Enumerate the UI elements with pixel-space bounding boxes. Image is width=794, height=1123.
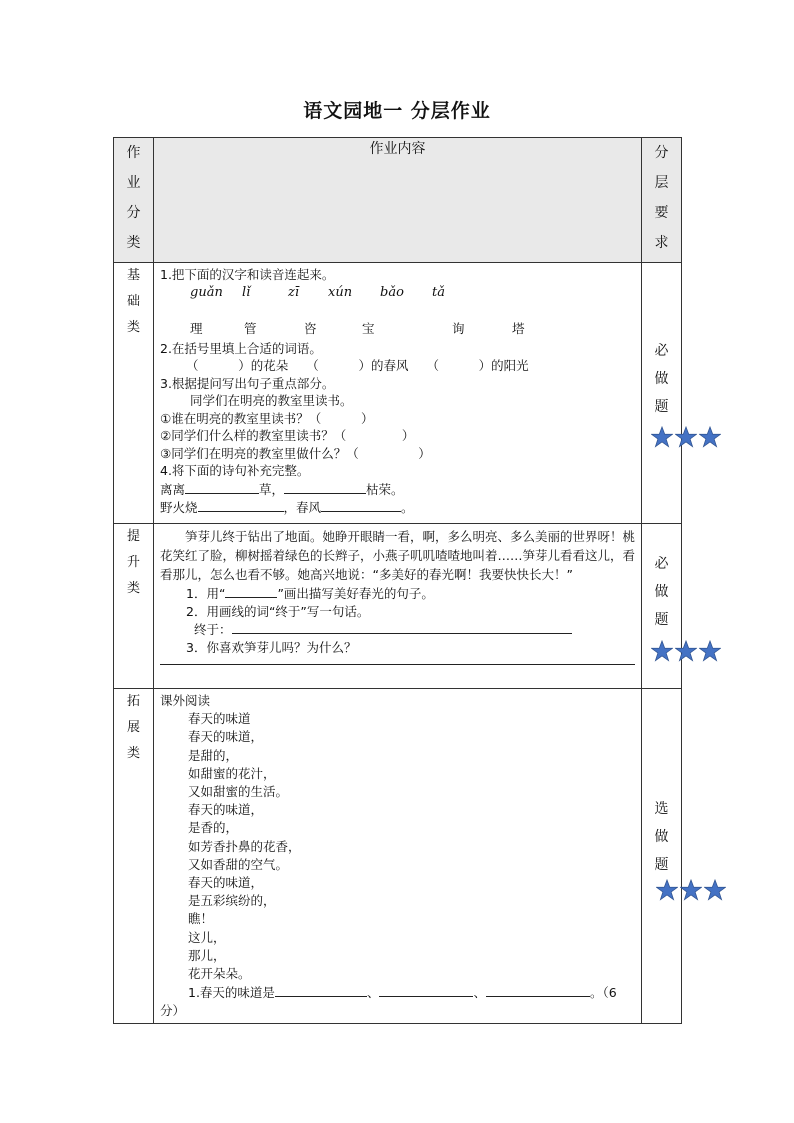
poem-line: 是甜的，	[188, 747, 239, 763]
poem-line: 春天的味道，	[188, 802, 264, 818]
star-icon	[651, 426, 673, 448]
basic-q4: 4.将下面的诗句补充完整。	[160, 463, 310, 478]
basic-requirement: 必 做 题	[654, 343, 669, 415]
underline-sample	[225, 584, 277, 598]
improve-content	[154, 524, 641, 667]
answer-blank[interactable]	[275, 983, 367, 997]
homework-table	[113, 137, 682, 1024]
answer-blank[interactable]	[198, 498, 284, 512]
poem-line: 花开朵朵。	[188, 966, 251, 982]
q2-items: （ ）的花朵 （ ）的春风 （ ）的阳光	[186, 358, 529, 373]
basic-q2: 2.在括号里填上合适的词语。	[160, 340, 322, 356]
q3-sentence: 同学们在明亮的教室里读书。	[190, 393, 353, 408]
page-title: 语文园地一 分层作业	[303, 100, 491, 122]
improve-row	[114, 524, 682, 689]
header-content: 作业内容	[369, 141, 426, 157]
star-rating-basic	[651, 426, 721, 448]
extend-category: 拓 展 类	[126, 694, 140, 761]
basic-content	[154, 263, 641, 519]
poem-line: 这儿，	[188, 929, 226, 945]
improve-requirement: 必 做 题	[654, 556, 669, 628]
poem-line: 又如甜蜜的生活。	[188, 784, 289, 800]
basic-category: 基 础 类	[126, 268, 140, 335]
poem-line: 那儿，	[188, 947, 226, 963]
extend-requirement: 选 做 题	[654, 801, 669, 873]
extend-heading: 课外阅读	[160, 693, 211, 708]
answer-blank[interactable]	[232, 620, 572, 634]
q3-item-2: ②同学们什么样的教室里读书？（ ）	[160, 428, 415, 443]
extend-q1-score: 分）	[160, 1003, 186, 1019]
answer-blank[interactable]	[185, 480, 259, 494]
poem-line-2: 野火烧 ，春风 。	[160, 500, 414, 515]
star-icon	[675, 640, 697, 662]
star-icon	[699, 640, 721, 662]
extend-row	[114, 689, 682, 1024]
pinyin-row: guǎn lǐ zī xún bǎo tǎ	[190, 284, 445, 300]
extend-q1: 1.春天的味道是 、 、 。（6	[188, 985, 617, 1001]
q3-item-1: ①谁在明亮的教室里读书？（ ）	[160, 410, 374, 426]
improve-q3: 3．你喜欢笋芽儿吗？为什么？	[186, 639, 357, 655]
poem-line: 如芳香扑鼻的花香，	[188, 838, 301, 854]
poem-line: 瞧！	[188, 911, 214, 927]
basic-q1: 1.把下面的汉字和读音连起来。	[160, 267, 335, 282]
poem-line: 春天的味道，	[188, 875, 264, 891]
header-row	[114, 138, 682, 263]
poem-line: 如甜蜜的花汁，	[188, 765, 276, 781]
poem-line: 春天的味道，	[188, 729, 264, 745]
answer-blank[interactable]	[379, 983, 473, 997]
improve-q2-answer: 终于：	[160, 620, 635, 639]
answer-blank[interactable]	[284, 480, 366, 494]
poem-line-1: 离离 草， 枯荣。	[160, 481, 404, 497]
star-rating-improve	[651, 640, 721, 662]
basic-q3: 3.根据提问写出句子重点部分。	[160, 375, 335, 391]
answer-blank[interactable]	[321, 498, 401, 512]
star-icon	[675, 426, 697, 448]
poem-line: 又如香甜的空气。	[188, 856, 289, 872]
poem-line: 是香的，	[188, 820, 239, 836]
extend-content	[154, 689, 641, 1023]
star-icon	[704, 879, 726, 901]
star-icon	[651, 640, 673, 662]
answer-line[interactable]	[160, 656, 635, 665]
basic-row	[114, 263, 682, 524]
star-icon	[680, 879, 702, 901]
star-icon	[699, 426, 721, 448]
q3-item-3: ③同学们在明亮的教室里做什么？（ ）	[160, 445, 431, 461]
star-rating-extend	[656, 879, 726, 901]
poem-line: 是五彩缤纷的，	[188, 893, 276, 909]
improve-category: 提 升 类	[126, 529, 140, 596]
improve-passage: 笋芽儿终于钻出了地面。她睁开眼睛一看，啊，多么明亮、多么美丽的世界呀！桃花笑红了脸，柳树摇着绿色的长辫子，小燕子叽叽喳喳地叫着……笋芽儿看看这儿，看看那儿，怎么也看不够。她高兴地说：“多美好的春光啊！我要快快长大！”	[160, 529, 636, 582]
answer-blank[interactable]	[486, 983, 590, 997]
extend-poem	[160, 710, 635, 983]
poem-line: 春天的味道	[188, 711, 251, 727]
improve-q2: 2．用画线的词“终于”写一句话。	[186, 603, 370, 619]
header-requirement: 分 层 要 求	[654, 145, 669, 251]
star-icon	[656, 879, 678, 901]
header-category: 作 业 分 类	[126, 145, 141, 251]
chars-row: 理 管 咨 宝 询 塔	[190, 320, 525, 336]
improve-q1: 1．用“ ”画出描写美好春光的句子。	[186, 586, 434, 601]
